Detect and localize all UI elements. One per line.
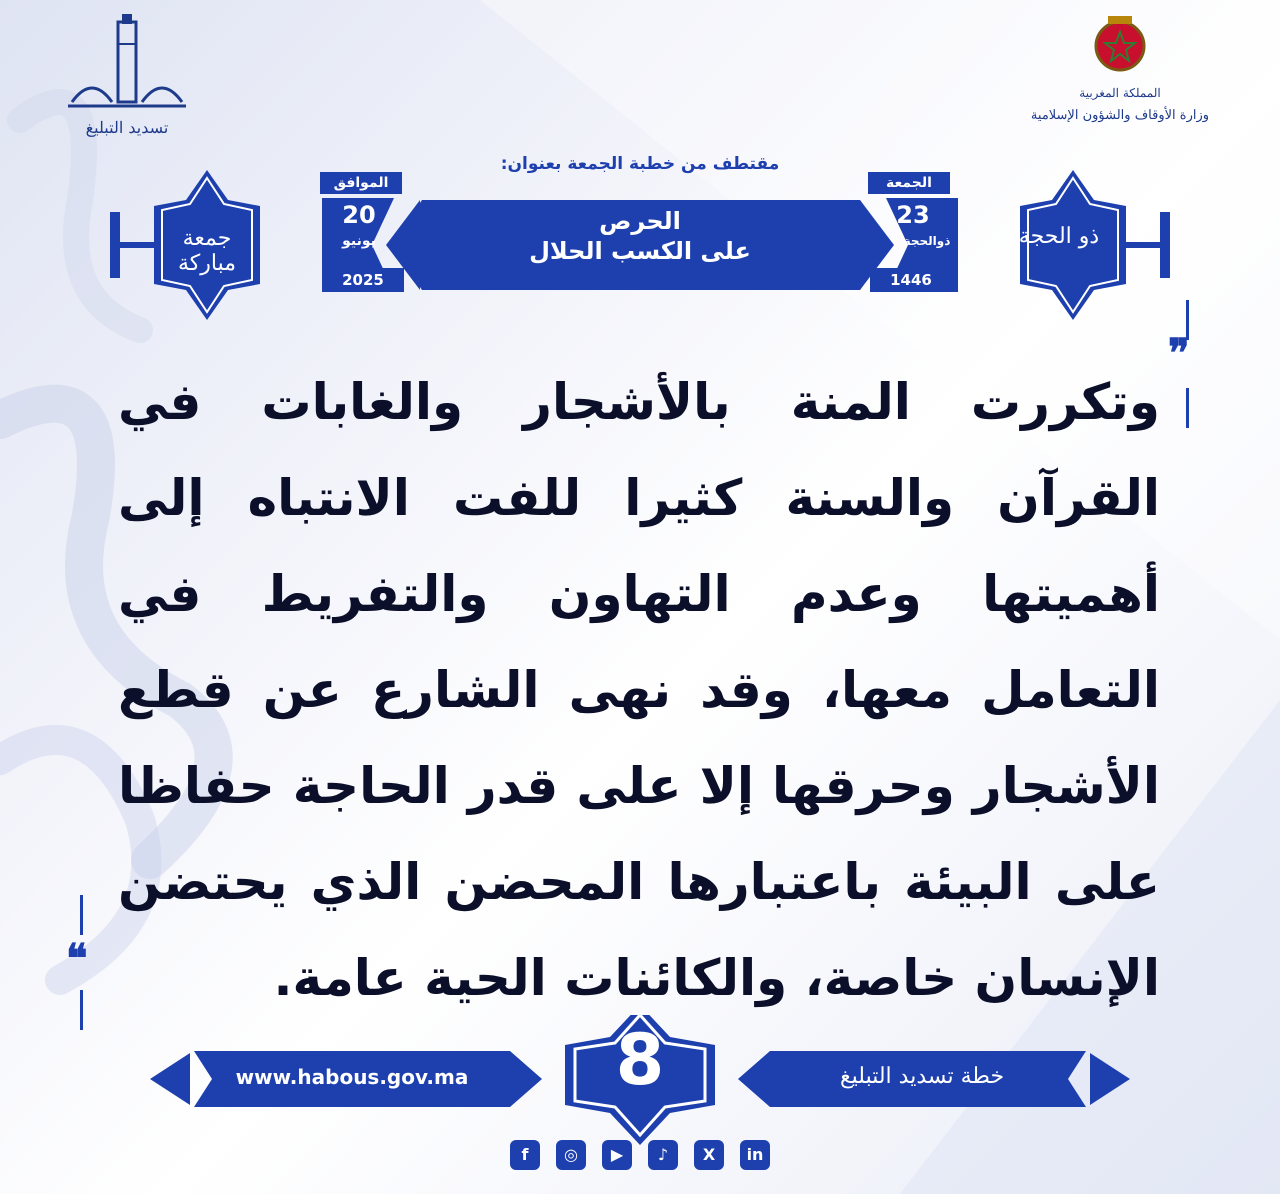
x-icon[interactable]: X	[694, 1140, 724, 1170]
linkedin-icon[interactable]: in	[740, 1140, 770, 1170]
jumua-mubaraka-badge: جمعة مباركة	[177, 226, 237, 276]
title-line-1: الحرص	[599, 207, 681, 235]
ministry-logo	[1030, 12, 1210, 132]
divider-line	[80, 990, 83, 1030]
plan-title: خطة تسديد التبليغ	[839, 1064, 1005, 1089]
khutba-excerpt: وتكررت المنة بالأشجار والغابات في القرآن والسنة كثيرا للفت الانتباه إلى أهميتها وعدم التهاون والتفريط في التعامل معها، وقد نهى الشارع عن قطع الأشجار وحرقها إلا على قدر الحاجة حفاظا على البيئة باعتبارها المحضن الذي يحتضن الإنسان خاصة، والكائنات الحية عامة.	[118, 373, 1160, 1007]
ministry-name: وزارة الأوقاف والشؤون الإسلامية	[1030, 108, 1210, 123]
hijri-day: 23	[896, 201, 930, 229]
hijri-label: الجمعة	[868, 172, 950, 194]
gregorian-year: 2025	[322, 268, 404, 292]
gregorian-label: الموافق	[320, 172, 402, 194]
gregorian-day: 20	[342, 201, 376, 229]
coat-of-arms-icon	[1030, 12, 1210, 82]
khutba-subtitle: مقتطف من خطبة الجمعة بعنوان:	[500, 154, 780, 174]
title-line-2: على الكسب الحلال	[529, 237, 751, 265]
khutba-title	[420, 206, 860, 266]
divider-line	[1186, 388, 1189, 428]
website-link[interactable]: www.habous.gov.ma	[235, 1065, 469, 1089]
mosque-icon	[62, 14, 192, 118]
gregorian-month: يونيو	[342, 233, 376, 249]
hijri-year: 1446	[870, 268, 952, 292]
tasdid-logo	[62, 14, 192, 144]
left-logo-caption: تسديد التبليغ	[85, 118, 169, 137]
page-number: 8	[615, 1019, 665, 1101]
social-links	[510, 1140, 780, 1174]
ministry-kingdom: المملكة المغربية	[1079, 86, 1161, 100]
quote-close-icon: ❝	[66, 935, 88, 982]
hijri-month: ذوالحجة	[903, 234, 951, 248]
tiktok-icon[interactable]: ♪	[648, 1140, 678, 1170]
quote-open-icon: ❞	[1168, 330, 1190, 377]
divider-line	[80, 895, 83, 935]
instagram-icon[interactable]: ◎	[556, 1140, 586, 1170]
youtube-icon[interactable]: ▶	[602, 1140, 632, 1170]
dhul-hijja-badge: ذو الحجة	[1018, 224, 1100, 249]
facebook-icon[interactable]: f	[510, 1140, 540, 1170]
